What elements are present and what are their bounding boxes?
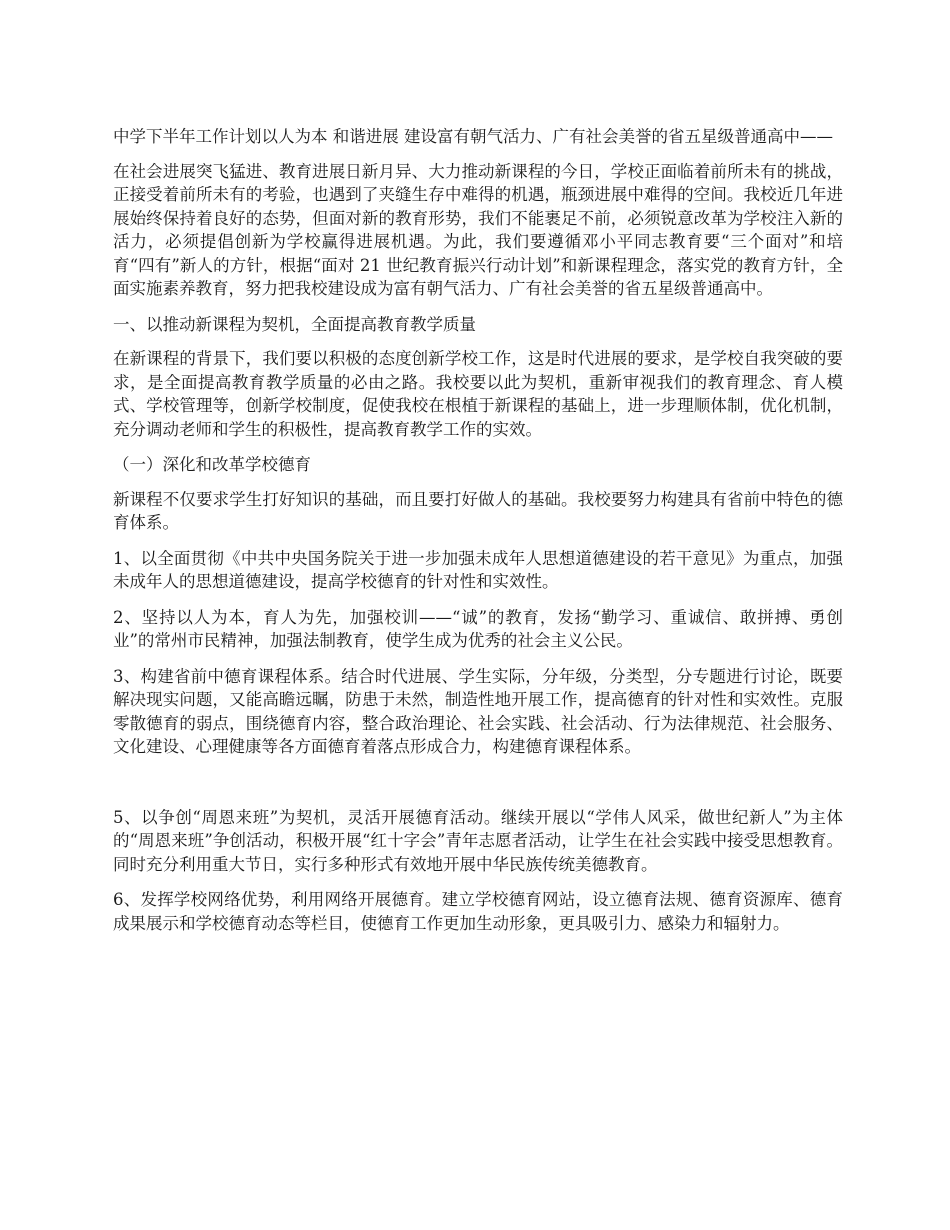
list-item-5: 5、以争创“周恩来班”为契机，灵活开展德育活动。继续开展以“学伟人风采，做世纪新人”为主体的“周恩来班”争创活动，积极开展“红十字会”青年志愿者活动，让学生在社会实践中接受思想教育。同时充分利用重大节日，实行多种形式有效地开展中华民族传统美德教育。 bbox=[113, 807, 843, 874]
blank-gap bbox=[113, 771, 843, 806]
list-item-3: 3、构建省前中德育课程体系。结合时代进展、学生实际，分年级，分类型，分专题进行讨论，既要解决现实问题，又能高瞻远瞩，防患于未然，制造性地开展工作，提高德育的针对性和实效性。克服零散德育的弱点，围绕德育内容，整合政治理论、社会实践、社会活动、行为法律规范、社会服务、文化建设、心理健康等各方面德育着落点形成合力，构建德育课程体系。 bbox=[113, 666, 843, 756]
subsection-1-heading: （一）深化和改革学校德育 bbox=[113, 455, 311, 474]
list-item-1: 1、以全面贯彻《中共中央国务院关于进一步加强未成年人思想道德建设的若干意见》为重点，加强未成年人的思想道德建设，提高学校德育的针对性和实效性。 bbox=[113, 548, 843, 591]
section-1-heading: 一、以推动新课程为契机，全面提高教育教学质量 bbox=[113, 314, 476, 334]
list-item-6: 6、发挥学校网络优势，利用网络开展德育。建立学校德育网站，设立德育法规、德育资源库、德育成果展示和学校德育动态等栏目，使德育工作更加生动形象，更具吸引力、感染力和辐射力。 bbox=[113, 890, 843, 933]
section-1-paragraph: 在新课程的背景下，我们要以积极的态度创新学校工作，这是时代进展的要求，是学校自我突破的要求，是全面提高教育教学质量的必由之路。我校要以此为契机，重新审视我们的教育理念、育人模式、学校管理等，创新学校制度，促使我校在根植于新课程的基础上，进一步理顺体制，优化机制，充分调动老师和学生的积极性，提高教育教学工作的实效。 bbox=[113, 349, 843, 439]
subsection-1-paragraph: 新课程不仅要求学生打好知识的基础，而且要打好做人的基础。我校要努力构建具有省前中特色的德育体系。 bbox=[113, 489, 843, 532]
intro-paragraph: 在社会进展突飞猛进、教育进展日新月异、大力推动新课程的今日，学校正面临着前所未有的挑战，正接受着前所未有的考验，也遇到了夹缝生存中难得的机遇，瓶颈进展中难得的空间。我校近几年进展始终保持着良好的态势，但面对新的教育形势，我们不能裹足不前，必须锐意改革为学校注入新的活力，必须提倡创新为学校赢得进展机遇。为此，我们要遵循邓小平同志教育要“三个面对”和培育“四有”新人的方针，根据“面对 21 世纪教育振兴行动计划”和新课程理念，落实党的教育方针，全面实施素养教育，努力把我校建设成为富有朝气活力、广有社会美誉的省五星级普通高中。 bbox=[113, 161, 843, 298]
list-item-2: 2、坚持以人为本，育人为先，加强校训——“诚”的教育，发扬“勤学习、重诚信、敢拼搏、勇创业”的常州市民精神，加强法制教育，使学生成为优秀的社会主义公民。 bbox=[113, 607, 843, 650]
document-title: 中学下半年工作计划以人为本 和谐进展 建设富有朝气活力、广有社会美誉的省五星级普通高中—— bbox=[113, 127, 833, 146]
document-body bbox=[113, 125, 843, 947]
